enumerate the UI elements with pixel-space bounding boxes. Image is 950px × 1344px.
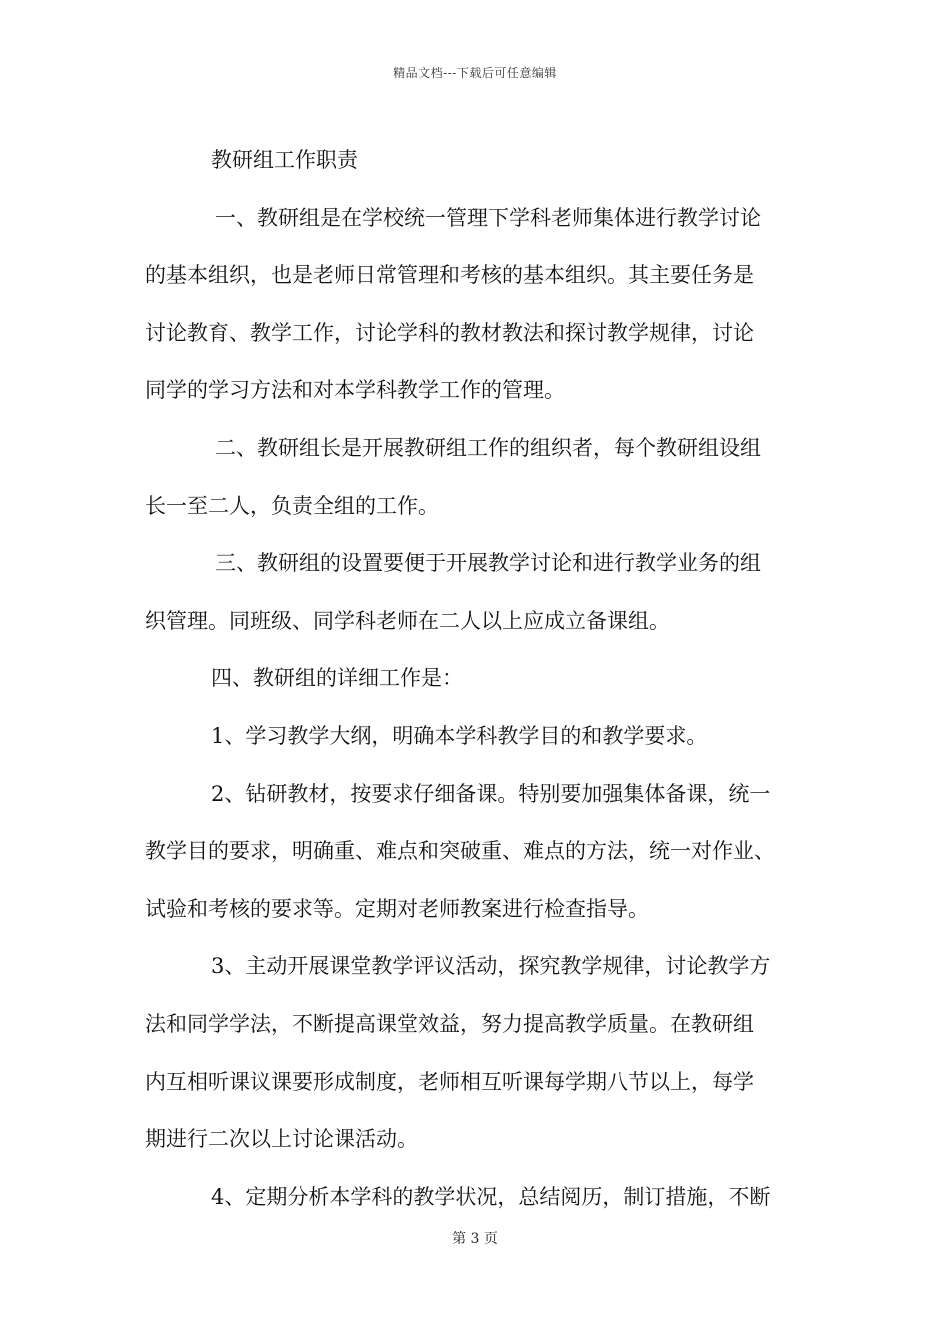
text-line: 同学的学习方法和对本学科教学工作的管理。	[145, 378, 565, 403]
document-body	[145, 132, 825, 1226]
text-line: 2、钻研教材，按要求仔细备课。特别要加强集体备课，统一	[211, 781, 771, 806]
page-number: 第 3 页	[452, 1231, 498, 1247]
text-line: 一、教研组是在学校统一管理下学科老师集体进行教学讨论	[215, 205, 761, 230]
text-line: 3、主动开展课堂教学评议活动，探究教学规律，讨论教学方	[211, 954, 771, 979]
text-line: 三、教研组的设置要便于开展教学讨论和进行教学业务的组	[215, 551, 761, 576]
text-line: 讨论教育、教学工作，讨论学科的教材教法和探讨教学规律，讨论	[145, 320, 754, 345]
text-line: 二、教研组长是开展教研组工作的组织者，每个教研组设组	[215, 435, 761, 460]
document-title: 教研组工作职责	[211, 148, 358, 172]
text-line: 织管理。同班级、同学科老师在二人以上应成立备课组。	[145, 608, 670, 633]
text-line: 内互相听课议课要形成制度，老师相互听课每学期八节以上，每学	[145, 1069, 754, 1094]
text-line: 试验和考核的要求等。定期对老师教案进行检查指导。	[145, 896, 649, 921]
text-line: 教学目的要求，明确重、难点和突破重、难点的方法，统一对作业、	[145, 839, 775, 864]
text-line: 四、教研组的详细工作是：	[211, 666, 463, 691]
text-line: 法和同学学法，不断提高课堂效益，努力提高教学质量。在教研组	[145, 1011, 754, 1036]
text-line: 1、学习教学大纲，明确本学科教学目的和教学要求。	[211, 723, 708, 748]
text-line: 长一至二人，负责全组的工作。	[145, 493, 439, 518]
text-line: 4、定期分析本学科的教学状况，总结阅历，制订措施，不断	[211, 1184, 771, 1209]
text-line: 的基本组织，也是老师日常管理和考核的基本组织。其主要任务是	[145, 263, 754, 288]
page-header: 精品文档---下载后可任意编辑	[393, 66, 557, 80]
text-line: 期进行二次以上讨论课活动。	[145, 1127, 418, 1152]
